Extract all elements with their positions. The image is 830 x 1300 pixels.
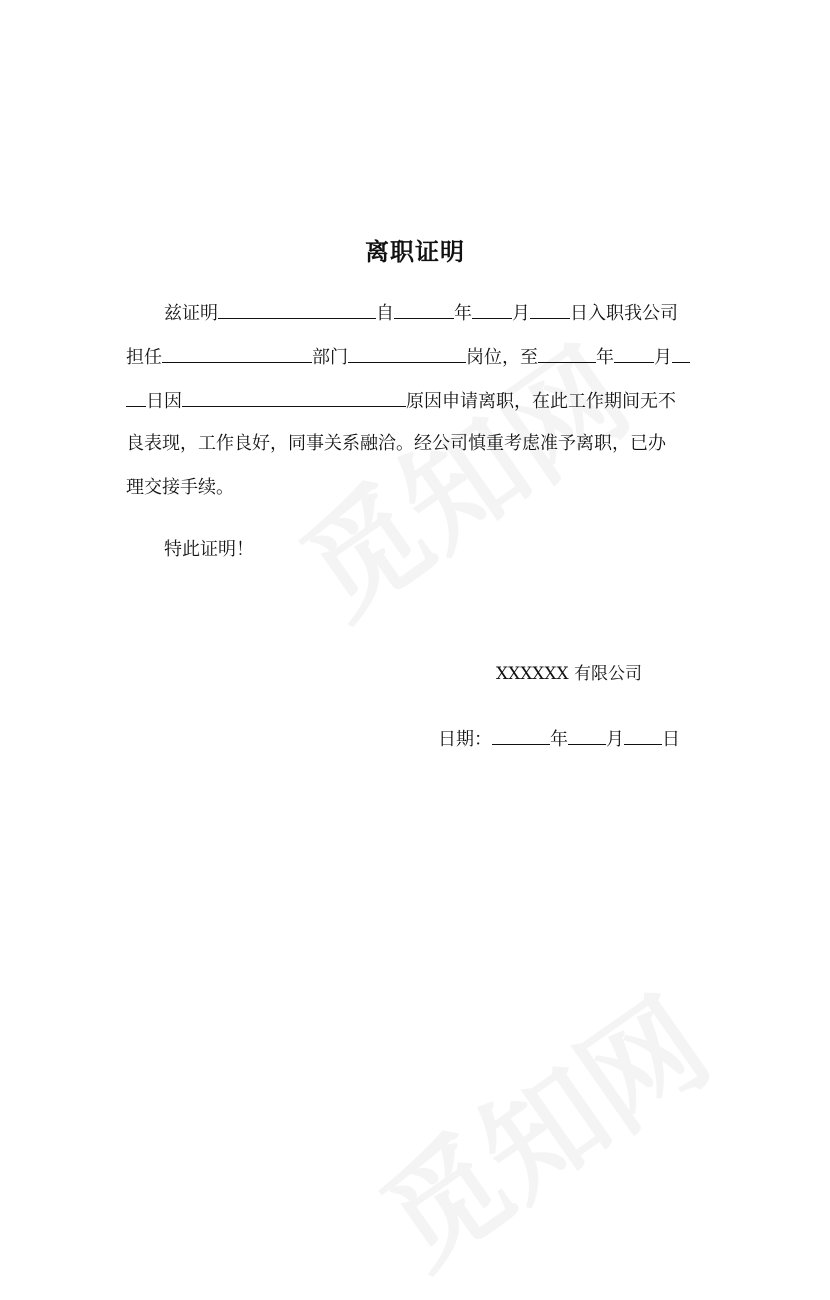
date-line [438, 726, 680, 752]
day-blank-end[interactable] [126, 388, 146, 407]
date-year-blank[interactable] [492, 726, 550, 745]
text-segment: 年 [454, 303, 472, 324]
watermark [343, 952, 737, 1299]
day-blank[interactable] [530, 300, 570, 319]
text-segment: 月 [654, 347, 672, 368]
company-name: XXXXXX 有限公司 [496, 664, 643, 684]
closing-line: 特此证明！ [164, 539, 254, 560]
text-segment: 日因 [146, 391, 182, 412]
year-blank[interactable] [538, 344, 596, 363]
text-segment: 自 [376, 303, 394, 324]
text-segment: 年 [596, 347, 614, 368]
date-year-label: 年 [550, 729, 568, 750]
name-blank[interactable] [218, 300, 376, 319]
date-label: 日期： [438, 729, 492, 750]
text-segment: 兹证明 [164, 303, 218, 324]
text-segment: 担任 [126, 347, 162, 368]
body-line-2 [126, 344, 690, 370]
date-month-label: 月 [606, 729, 624, 750]
body-line-1 [164, 300, 678, 326]
day-blank-start[interactable] [672, 344, 690, 363]
text-segment: 部门 [312, 347, 348, 368]
date-month-blank[interactable] [568, 726, 606, 745]
text-segment: 月 [512, 303, 530, 324]
year-blank[interactable] [394, 300, 454, 319]
text-segment: 岗位，至 [466, 347, 538, 368]
month-blank[interactable] [614, 344, 654, 363]
body-line-3 [126, 388, 676, 414]
body-line-5: 理交接手续。 [126, 477, 234, 498]
text-segment: 原因申请离职，在此工作期间无不 [406, 391, 676, 412]
reason-blank[interactable] [182, 388, 406, 407]
document-title: 离职证明 [365, 237, 465, 266]
department-blank[interactable] [162, 344, 312, 363]
position-blank[interactable] [348, 344, 466, 363]
text-segment: 日入职我公司 [570, 303, 678, 324]
month-blank[interactable] [472, 300, 512, 319]
date-day-blank[interactable] [624, 726, 662, 745]
body-line-4: 良表现，工作良好，同事关系融洽。经公司慎重考虑准予离职，已办 [126, 433, 666, 454]
date-day-label: 日 [662, 729, 680, 750]
